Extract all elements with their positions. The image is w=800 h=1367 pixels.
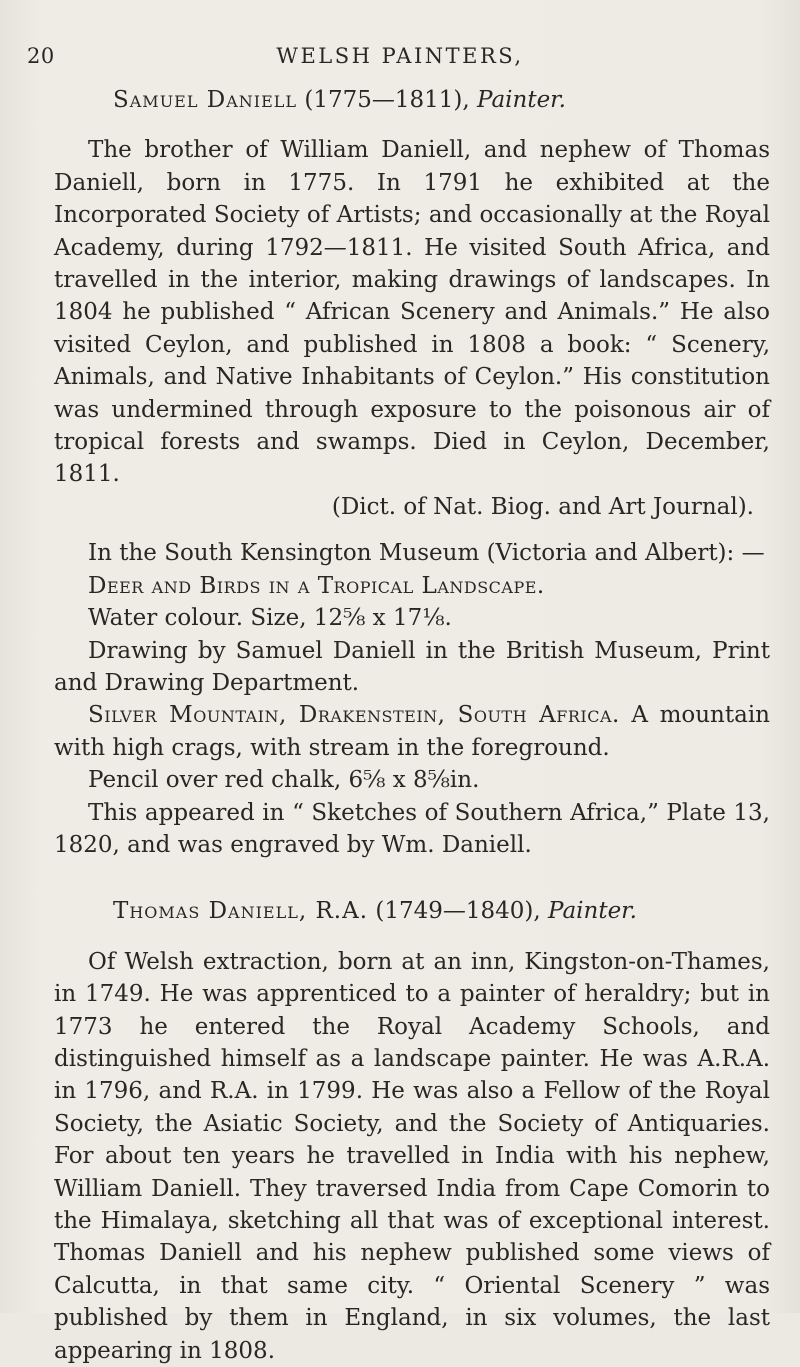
entry-role: Painter. bbox=[548, 898, 637, 925]
page-number: 20 bbox=[27, 44, 55, 68]
entry-role: Painter. bbox=[477, 87, 566, 113]
entry-heading-samuel-daniell bbox=[54, 84, 770, 116]
biography-paragraph: Of Welsh extraction, born at an inn, Kingston-on-Thames, in 1749. He was apprenticed to a painter of heraldry; but in 1773 he entered the Royal Academy Schools, and distinguished himself as a landscape painter. He was A.R.A. in 1796, and R.A. in 1799. He was also a Fellow of the Royal Society, the Asiatic Society, and the Society of Antiquaries. For about ten years he travelled in India with his nephew, William Daniell. They traversed India from Cape Comorin to the Himalaya, sketching all that was of exceptional interest. Thomas Daniell and his nephew published some views of Calcutta, in that same city. “ Oriental Scenery ” was published by them in England, in six volumes, the last appearing in 1808. bbox=[54, 948, 770, 1364]
museum-intro: In the South Kensington Museum (Victoria and Albert): — bbox=[88, 540, 765, 567]
entry-dates: (1775—1811), bbox=[297, 87, 477, 113]
drawing-medium: Pencil over red chalk, 6⅝ x 8⅝in. bbox=[88, 767, 480, 794]
entry-dates: (1749—1840), bbox=[368, 898, 548, 925]
biography-paragraph: The brother of William Daniell, and nephew of Thomas Daniell, born in 1775. In 1791 he exhibited at the Incorporated Society of Artists; and occasionally at the Royal Academy, during 1792—1811. He visited South Africa, and travelled in the interior, making drawings of landscapes. In 1804 he published “ African Scenery and Animals.” He also visited Ceylon, and published in 1808 a book: “ Scenery, Animals, and Native Inhabitants of Ceylon.” His constitution was undermined through exposure to the poisonous air of tropical forests and swamps. Died in Ceylon, December, 1811. bbox=[54, 137, 770, 488]
entry-heading-thomas-daniell bbox=[54, 895, 770, 927]
running-title: WELSH PAINTERS, bbox=[276, 44, 524, 68]
source-citation: (Dict. of Nat. Biog. and Art Journal). bbox=[331, 493, 754, 520]
entry-name: Thomas Daniell, R.A. bbox=[113, 898, 369, 925]
drawing-description: A mountain with high crags, with stream in the foreground. bbox=[54, 702, 770, 761]
drawing-note: This appeared in “ Sketches of Southern Africa,” Plate 13, 1820, and was engraved by Wm. Daniell. bbox=[54, 799, 770, 858]
drawing-entry bbox=[54, 699, 770, 764]
drawing-intro: Drawing by Samuel Daniell in the British Museum, Print and Drawing Department. bbox=[54, 637, 770, 696]
work-title-text: Deer and Birds in a Tropical Landscape. bbox=[88, 572, 545, 599]
work-description: Water colour. Size, 12⅝ x 17⅛. bbox=[88, 605, 452, 632]
work-title bbox=[54, 570, 770, 602]
drawing-title: Silver Mountain, Drakenstein, South Africa. bbox=[88, 702, 620, 729]
entry-name: Samuel Daniell bbox=[113, 87, 298, 113]
page-body bbox=[54, 84, 770, 1367]
